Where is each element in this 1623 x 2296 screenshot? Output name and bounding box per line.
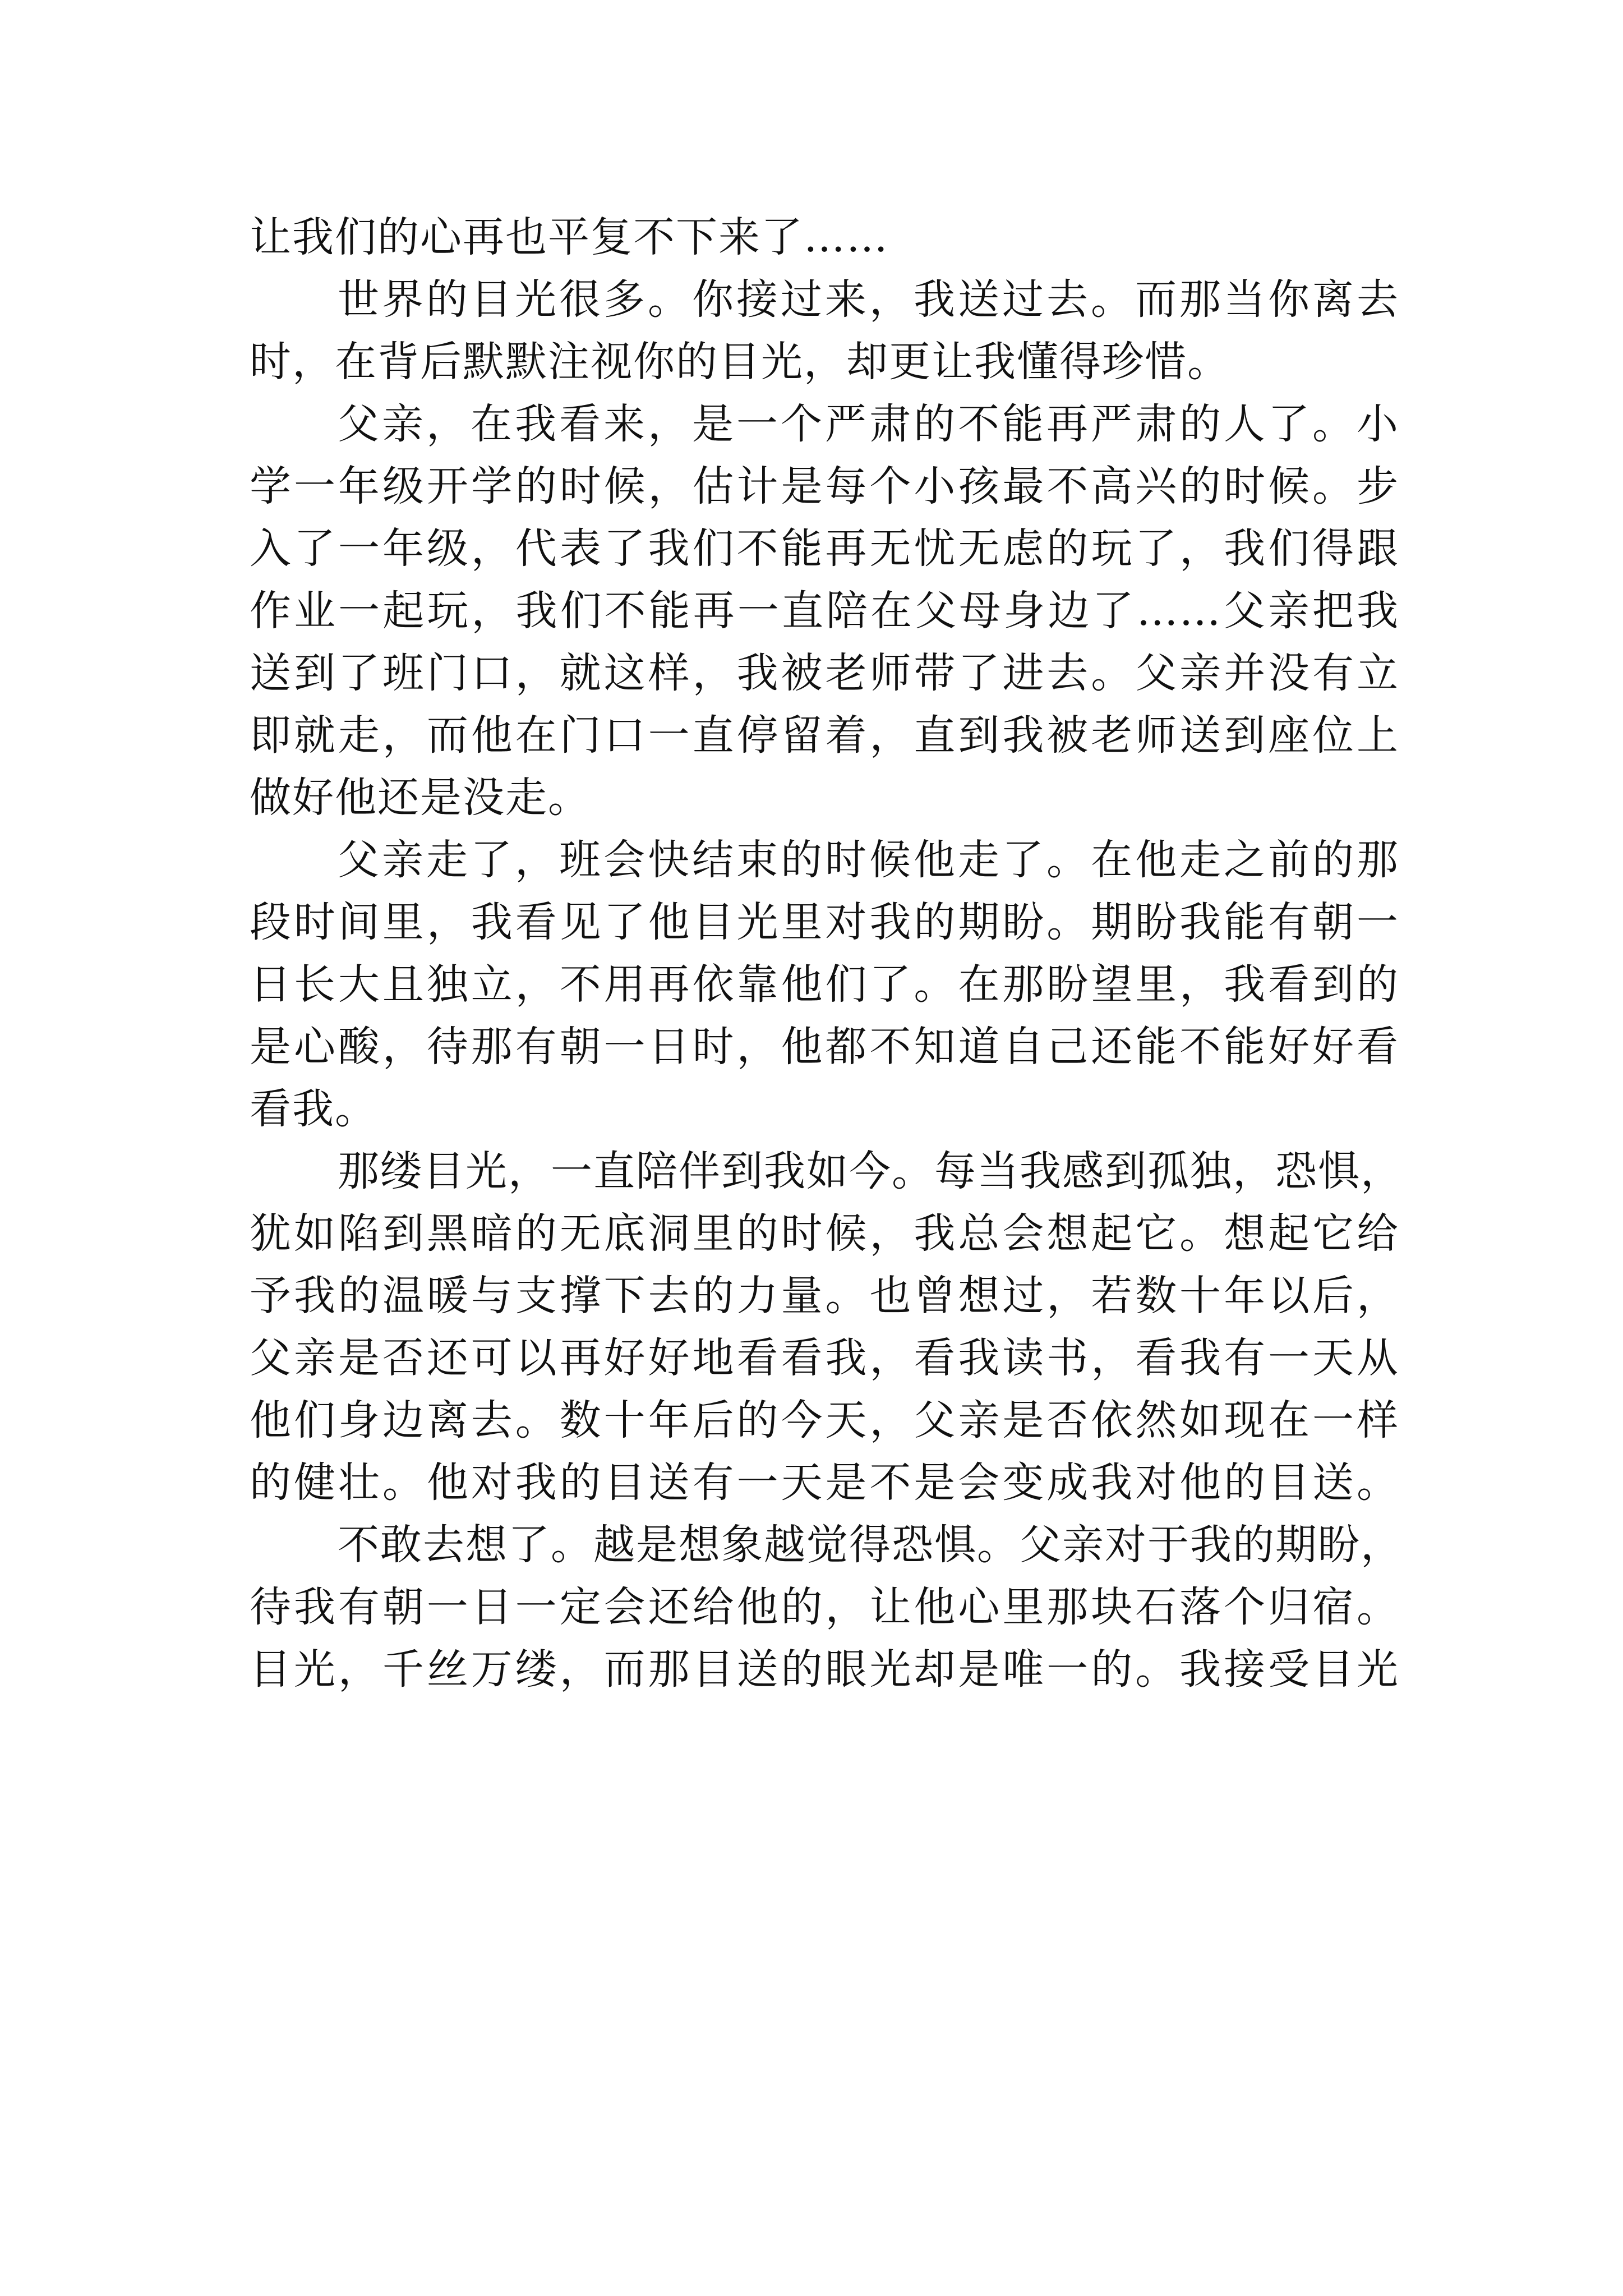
document-body [250,206,1403,1701]
paragraph-line: 时，在背后默默注视你的目光，却更让我懂得珍惜。 [250,338,1230,386]
paragraph-line: 送到了班门口，就这样，我被老师带了进去。父亲并没有立 [250,649,1399,697]
paragraph-line: 的健壮。他对我的目送有一天是不是会变成我对他的目送。 [250,1458,1399,1507]
paragraph-line: 看我。 [250,1085,377,1133]
paragraph-line: 入了一年级，代表了我们不能再无忧无虑的玩了，我们得跟 [250,524,1399,573]
paragraph-line: 父亲，在我看来，是一个严肃的不能再严肃的人了。小 [338,400,1399,448]
paragraph-line: 那缕目光，一直陪伴到我如今。每当我感到孤独，恐惧， [338,1147,1403,1195]
paragraph-line: 待我有朝一日一定会还给他的，让他心里那块石落个归宿。 [250,1583,1399,1631]
paragraph-line: 日长大且独立，不用再依靠他们了。在那盼望里，我看到的 [250,960,1399,1009]
paragraph-line: 目光，千丝万缕，而那目送的眼光却是唯一的。我接受目光 [250,1645,1399,1694]
paragraph-line: 不敢去想了。越是想象越觉得恐惧。父亲对于我的期盼， [338,1521,1403,1569]
paragraph-line: 是心酸，待那有朝一日时，他都不知道自己还能不能好好看 [250,1023,1399,1071]
paragraph-line: 世界的目光很多。你接过来，我送过去。而那当你离去 [338,275,1399,324]
paragraph-line: 作业一起玩，我们不能再一直陪在父母身边了……父亲把我 [250,587,1399,635]
paragraph-line: 做好他还是没走。 [250,774,591,822]
paragraph-line: 即就走，而他在门口一直停留着，直到我被老师送到座位上 [250,711,1399,760]
paragraph-line: 父亲走了，班会快结束的时候他走了。在他走之前的那 [338,836,1399,884]
paragraph-line: 让我们的心再也平复不下来了…… [250,213,889,261]
paragraph-line: 段时间里，我看见了他目光里对我的期盼。期盼我能有朝一 [250,898,1399,946]
paragraph-line: 予我的温暖与支撑下去的力量。也曾想过，若数十年以后， [250,1272,1399,1320]
paragraph-line: 他们身边离去。数十年后的今天，父亲是否依然如现在一样 [250,1396,1399,1444]
paragraph-line: 父亲是否还可以再好好地看看我，看我读书，看我有一天从 [250,1334,1399,1382]
paragraph-line: 学一年级开学的时候，估计是每个小孩最不高兴的时候。步 [250,462,1399,510]
paragraph-line: 犹如陷到黑暗的无底洞里的时候，我总会想起它。想起它给 [250,1209,1399,1258]
